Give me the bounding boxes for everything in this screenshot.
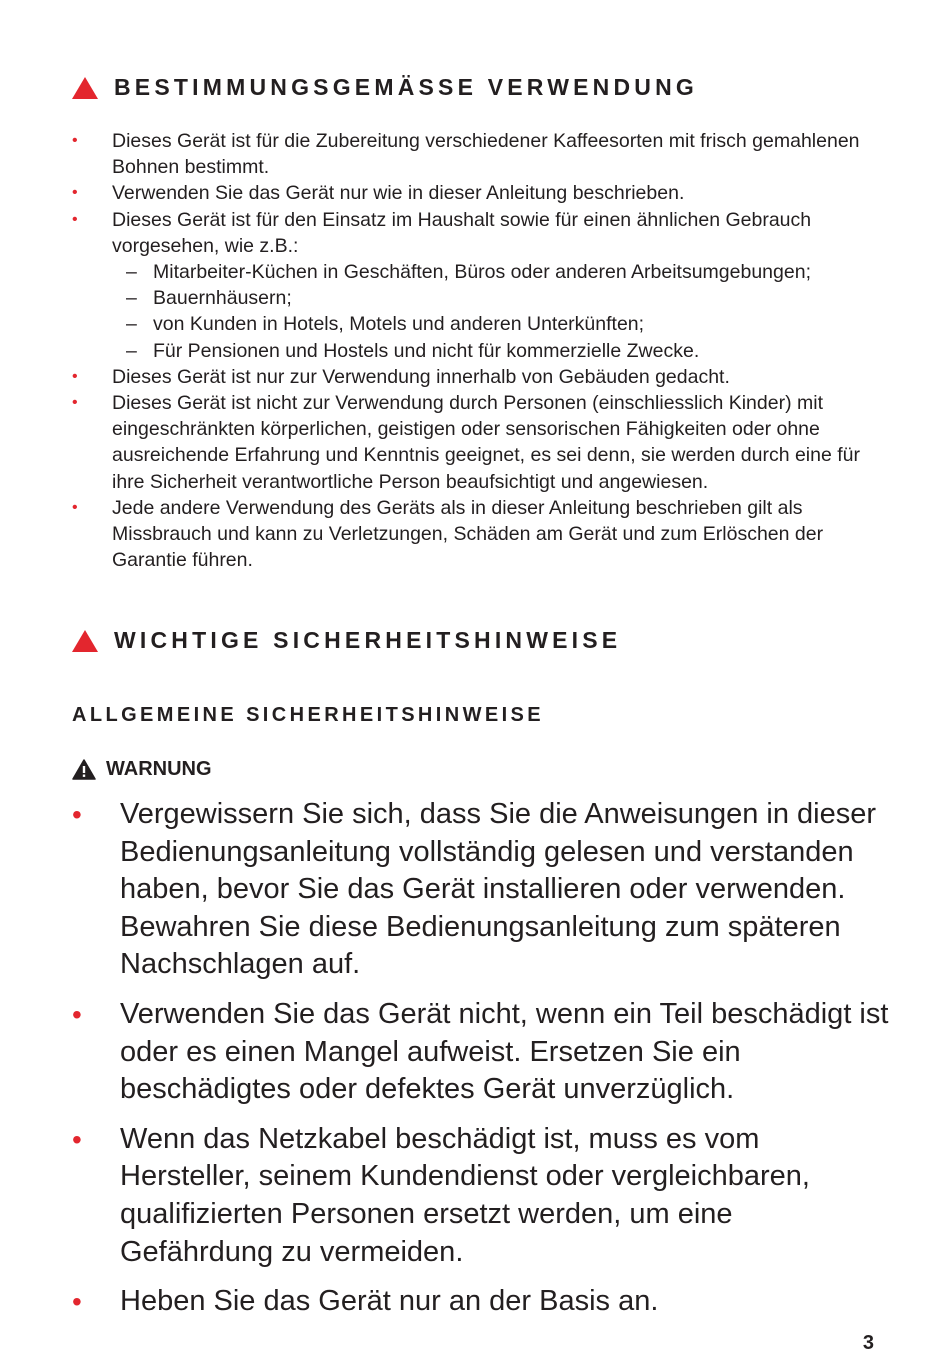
dash-icon: – bbox=[126, 313, 137, 336]
sub-list-item-text: Für Pensionen und Hostels und nicht für kommerzielle Zwecke. bbox=[153, 339, 700, 362]
list-item bbox=[72, 390, 872, 495]
sub-list-item bbox=[112, 338, 872, 364]
bullet-icon: • bbox=[72, 498, 78, 516]
page-number: 3 bbox=[862, 1332, 874, 1354]
list-item bbox=[72, 996, 892, 1109]
section-heading-intended-use bbox=[72, 74, 698, 101]
bullet-icon: • bbox=[72, 184, 78, 202]
section-title: BESTIMMUNGSGEMÄSSE VERWENDUNG bbox=[114, 74, 698, 100]
bullet-icon: • bbox=[72, 132, 78, 149]
list-item-text: Verwenden Sie das Gerät nur wie in dieser Anleitung beschrieben. bbox=[112, 182, 685, 205]
bullet-icon: • bbox=[72, 1286, 82, 1318]
warning-text: WARNUNG bbox=[106, 758, 212, 780]
list-item bbox=[72, 1121, 892, 1271]
bullet-icon: • bbox=[72, 210, 78, 228]
list-item bbox=[72, 128, 872, 180]
intended-use-list bbox=[72, 128, 872, 573]
usage-examples-list bbox=[112, 259, 872, 364]
list-item bbox=[72, 796, 892, 984]
list-item-text: Dieses Gerät ist nicht zur Verwendung durch Personen (einschliesslich Kinder) mit eingeschränkten körperlichen, geistigen oder sensorischen Fähigkeiten oder ohne ausreichende Erfahrung und Kenntnis geeignet, es sei denn, sie werden durch eine für ihre Sicherheit verantwortliche Person beaufsichtigt und angewiesen. bbox=[112, 392, 860, 493]
sub-list-item bbox=[112, 311, 872, 337]
list-item-text: Vergewissern Sie sich, dass Sie die Anweisungen in dieser Bedienungsanleitung vollständig gelesen und verstanden haben, bevor Sie das Gerät installieren oder verwenden. Bewahren Sie diese Bedienungsanleitung zum späteren Nachschlagen auf. bbox=[120, 798, 877, 981]
warning-sign-icon bbox=[72, 759, 96, 780]
sub-list-item bbox=[112, 285, 872, 311]
warning-triangle-icon bbox=[72, 77, 98, 99]
subsection-title: ALLGEMEINE SICHERHEITSHINWEISE bbox=[72, 704, 545, 726]
list-item-text: Jede andere Verwendung des Geräts als in dieser Anleitung beschrieben gilt als Missbrauch und kann zu Verletzungen, Schäden am Gerät und zum Erlöschen der Garantie führen. bbox=[112, 496, 824, 572]
list-item bbox=[72, 207, 872, 364]
list-item-text: Wenn das Netzkabel beschädigt ist, muss es vom Hersteller, seinem Kundendienst oder vergleichbaren, qualifizierten Personen ersetzt werden, um eine Gefährdung zu vermeiden. bbox=[120, 1122, 810, 1268]
list-item-text: Verwenden Sie das Gerät nicht, wenn ein Teil beschädigt ist oder es einen Mangel aufweist. Ersetzen Sie ein beschädigtes oder defektes Gerät unverzüglich. bbox=[120, 997, 889, 1106]
bullet-icon: • bbox=[72, 394, 78, 412]
section-heading-safety bbox=[72, 627, 621, 654]
bullet-icon: • bbox=[72, 1123, 82, 1155]
sub-list-item bbox=[112, 259, 872, 285]
bullet-icon: • bbox=[72, 799, 82, 830]
list-item-text: Dieses Gerät ist nur zur Verwendung innerhalb von Gebäuden gedacht. bbox=[112, 365, 730, 388]
sub-list-item-text: Bauernhäusern; bbox=[153, 287, 292, 310]
safety-list bbox=[72, 796, 892, 1333]
list-item-text: Dieses Gerät ist für den Einsatz im Haushalt sowie für einen ähnlichen Gebrauch vorgesehen, wie z.B.: bbox=[112, 208, 812, 257]
list-item bbox=[72, 364, 872, 390]
list-item-text: Dieses Gerät ist für die Zubereitung verschiedener Kaffeesorten mit frisch gemahlenen Bohnen bestimmt. bbox=[112, 130, 860, 179]
list-item bbox=[72, 1283, 892, 1321]
list-item-text: Heben Sie das Gerät nur an der Basis an. bbox=[120, 1285, 659, 1318]
warning-label bbox=[72, 758, 212, 781]
warning-triangle-icon bbox=[72, 630, 98, 652]
section-title: WICHTIGE SICHERHEITSHINWEISE bbox=[114, 627, 622, 653]
sub-list-item-text: Mitarbeiter-Küchen in Geschäften, Büros oder anderen Arbeitsumgebungen; bbox=[153, 261, 811, 284]
sub-list-item-text: von Kunden in Hotels, Motels und anderen Unterkünften; bbox=[153, 313, 645, 336]
dash-icon: – bbox=[126, 261, 137, 284]
dash-icon: – bbox=[126, 287, 137, 310]
list-item bbox=[72, 180, 872, 206]
bullet-icon: • bbox=[72, 998, 82, 1030]
dash-icon: – bbox=[126, 339, 137, 362]
bullet-icon: • bbox=[72, 367, 78, 385]
list-item bbox=[72, 495, 872, 574]
